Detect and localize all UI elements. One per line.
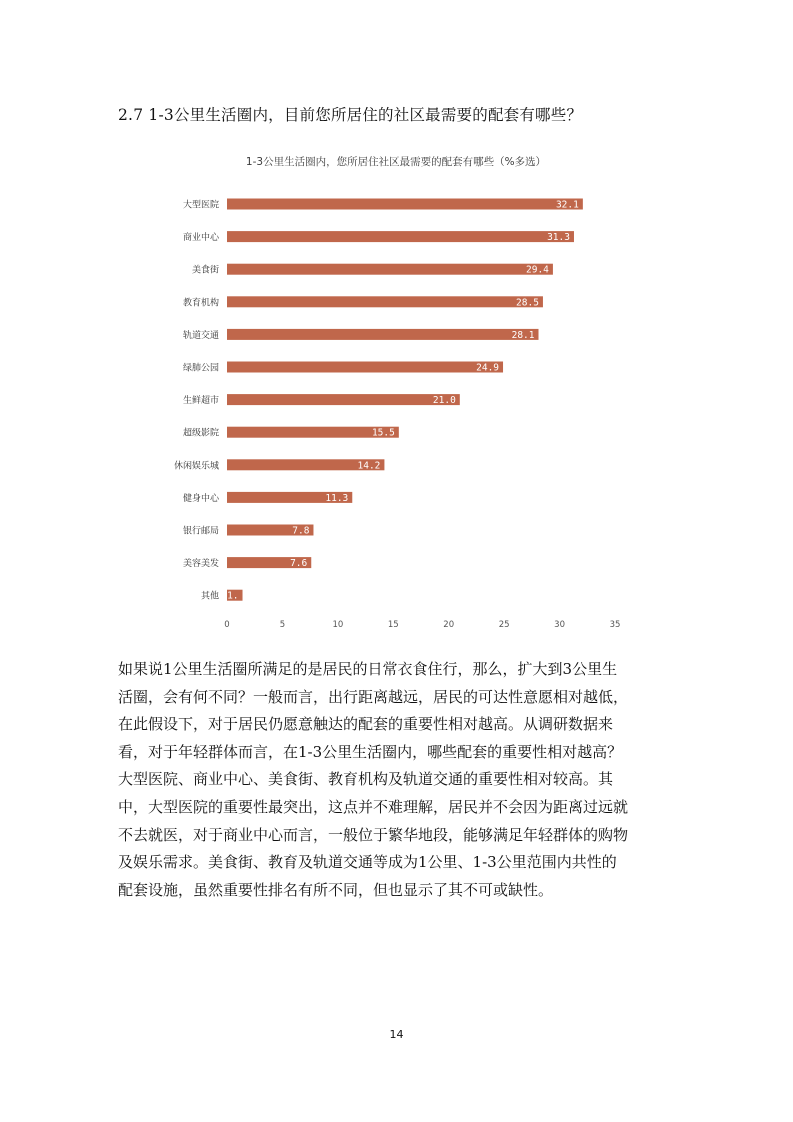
category-label: 绿肺公园: [182, 363, 219, 374]
chart-title: 1-3公里生活圈内，您所居住社区最需要的配套有哪些（%多选）: [245, 156, 547, 168]
data-label: 28.5: [516, 297, 539, 309]
paragraph-line: 如果说1公里生活圈所满足的是居民的日常衣食住行，那么，扩大到3公里生: [118, 660, 618, 678]
x-tick-label: 35: [609, 620, 621, 630]
category-label: 商业中心: [182, 233, 219, 244]
data-label: 7.8: [292, 525, 310, 537]
body-paragraph: [118, 656, 678, 904]
category-label: 健身中心: [182, 493, 219, 504]
paragraph-line: 看，对于年轻群体而言，在1-3公里生活圈内，哪些配套的重要性相对越高？: [118, 742, 623, 761]
bar: [227, 394, 460, 405]
x-tick-label: 5: [279, 620, 286, 630]
x-tick-label: 0: [224, 620, 230, 630]
category-label: 银行邮局: [182, 526, 219, 537]
category-label: 生鲜超市: [182, 396, 219, 407]
data-label: 29.4: [526, 264, 549, 276]
data-label: 31.3: [547, 232, 570, 244]
paragraph-line: 中，大型医院的重要性最突出，这点并不难理解，居民并不会因为距离过远就: [118, 797, 629, 816]
paragraph-line: 配套设施，虽然重要性排名有所不同，但也显示了其不可或缺性。: [118, 880, 554, 899]
data-label: 1.: [227, 590, 239, 602]
section-heading: 2.7 1-3公里生活圈内，目前您所居住的社区最需要的配套有哪些？: [118, 106, 583, 124]
bar: [227, 199, 583, 210]
data-label: 32.1: [555, 199, 579, 211]
x-tick-label: 20: [443, 620, 455, 630]
data-label: 24.9: [476, 362, 500, 374]
data-label: 21.0: [432, 395, 456, 407]
paragraph-line: 不去就医，对于商业中心而言，一般位于繁华地段，能够满足年轻群体的购物: [118, 825, 629, 844]
x-tick-label: 10: [332, 620, 344, 630]
data-label: 14.2: [357, 460, 381, 472]
category-label: 教育机构: [182, 298, 219, 309]
bar: [227, 329, 539, 340]
paragraph-line: 大型医院、商业中心、美食街、教育机构及轨道交通的重要性相对较高。其: [118, 770, 614, 789]
bar: [227, 362, 503, 373]
category-label: 美食街: [191, 265, 219, 276]
x-tick-label: 15: [387, 620, 399, 630]
paragraph-line: 及娱乐需求。美食街、教育及轨道交通等成为1公里、1-3公里范围内共性的: [118, 853, 617, 872]
data-label: 7.6: [290, 558, 308, 570]
paragraph-line: 在此假设下，对于居民仍愿意触达的配套的重要性相对越高。从调研数据来: [118, 715, 614, 734]
category-label: 美容美发: [182, 559, 219, 570]
data-label: 28.1: [511, 329, 535, 341]
category-label: 休闲娱乐城: [173, 461, 219, 472]
data-label: 15.5: [371, 427, 395, 439]
x-tick-label: 30: [554, 620, 565, 630]
bar: [227, 231, 574, 242]
x-tick-label: 25: [498, 620, 510, 630]
category-label: 其他: [200, 591, 219, 602]
page-number: 14: [389, 1028, 404, 1041]
category-label: 轨道交通: [182, 330, 219, 341]
bar: [227, 264, 553, 275]
category-label: 超级影院: [182, 428, 219, 439]
bar: [227, 296, 543, 307]
category-label: 大型医院: [182, 200, 219, 211]
data-label: 11.3: [325, 492, 349, 504]
paragraph-line: 活圈，会有何不同？一般而言，出行距离越远，居民的可达性意愿相对越低，: [118, 687, 629, 706]
